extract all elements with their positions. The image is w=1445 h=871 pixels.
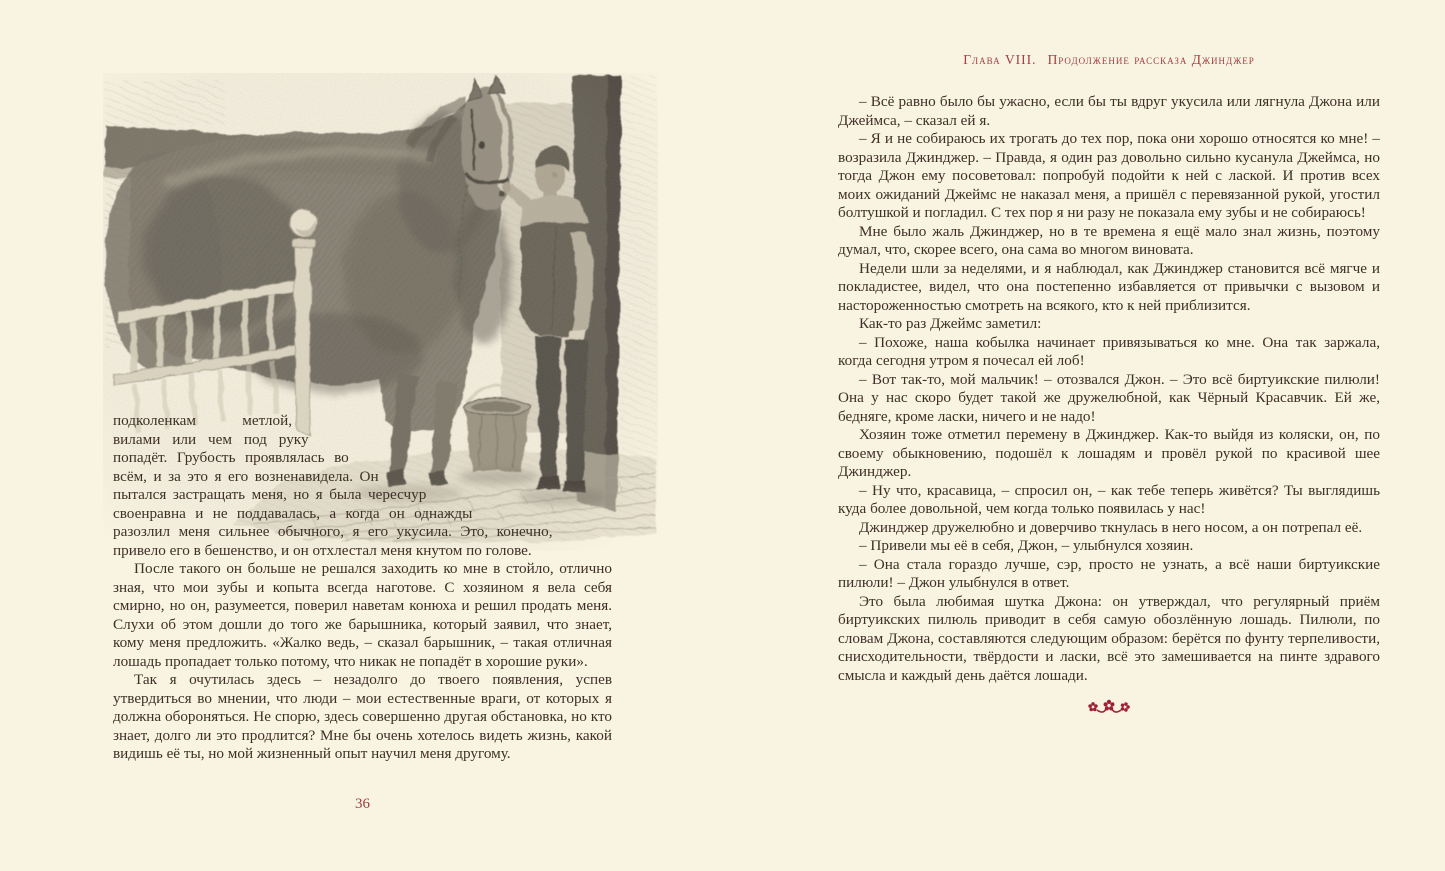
paragraph: – Вот так-то, мой мальчик! – отозвался Джон. – Это всё биртуикские пилюли! Она у нас скоро будет такой же дружелюбной, как Чёрный Красавчик. Ей же, бедняге, кроме ласки, ничего и не надо!: [838, 370, 1380, 425]
left-page-text: [113, 412, 612, 764]
page-right: [722, 0, 1445, 871]
paragraph: Мне было жаль Джинджер, но в те времена я ещё мало знал жизнь, поэтому думал, что, скорее всего, она сама во многом виновата.: [838, 222, 1380, 258]
paragraph: Как-то раз Джеймс заметил:: [859, 315, 1042, 332]
paragraph: – Похоже, наша кобылка начинает привязываться ко мне. Она так заржала, когда сегодня утром я почесал ей лоб!: [838, 333, 1380, 369]
page-number: 36: [355, 796, 370, 812]
three-flowers-vignette-icon: [1084, 698, 1134, 716]
chapter-header: [838, 52, 1380, 68]
right-page-text: [838, 93, 1380, 685]
paragraph: Хозяин тоже отметил перемену в Джинджер. Как-то выйдя из коляски, он, по своему обыкновению, подошёл к лошадям и провёл рукой по красивой шее Джинджер.: [838, 426, 1380, 480]
paragraph: подколенкам метлой, вилами или чем под руку попадёт. Грубость проявлялась во всём, и за это я его возненавидела. Он пытался застращать меня, но я была чересчур своенравна и не поддавалась, а когда он однажды разозлил меня сильнее обычного, я его укусила. Это, конечно, привело его в бешенство, и он отхлестал меня кнутом по голове.: [113, 412, 553, 559]
paragraph: – Привели мы её в себя, Джон, – улыбнулся хозяин.: [859, 537, 1194, 554]
paragraph: Это была любимая шутка Джона: он утверждал, что регулярный приём биртуикских пилюль приводит в себя самую обозлённую лошадь. Пилюли, по словам Джона, составляются следующим образом: берётся по фунту терпеливости, снисходительности, твёрдости и ласки, всё это замешивается на пинте здравого смысла и каждый день даётся лошади.: [838, 592, 1380, 684]
chapter-title: Продолжение рассказа Джинджер: [1047, 52, 1255, 67]
chapter-end-ornament: [838, 698, 1380, 716]
paragraph: – Ну что, красавица, – спросил он, – как тебе теперь живётся? Ты выглядишь куда более довольной, чем когда только появилась у нас!: [838, 481, 1380, 517]
paragraph: После такого он больше не решался заходить ко мне в стойло, отлично зная, что мои зубы и копыта всегда наготове. С хозяином я вела себя смирно, но он, разумеется, поверил наветам конюха и решил продать меня. Слухи об этом дошли до того же барышника, который заявил, что знает, кому меня предложить. «Жалко ведь, – сказал барышник, – такая отличная лошадь пропадает только потому, что никак не попадёт в хорошие руки».: [113, 560, 612, 670]
paragraph: Так я очутилась здесь – незадолго до твоего появления, успев утвердиться во мнении, что люди – мои естественные враги, от которых я должна обороняться. Не спорю, здесь совершенно другая обстановка, но кто знает, долго ли это продлится? Мне бы очень хотелось видеть жизнь, какой видишь её ты, но мой жизненный опыт научил меня другому.: [113, 671, 612, 762]
paragraph: Недели шли за неделями, и я наблюдал, как Джинджер становится всё мягче и покладистее, видел, что она постепенно избавляется от привычки с вызовом и настороженностью смотреть на всякого, кто к ней приблизится.: [838, 259, 1380, 314]
paragraph: – Я и не собираюсь их трогать до тех пор, пока они хорошо относятся ко мне! – возразила Джинджер. – Правда, я один раз довольно сильно кусанула Джеймса, но тогда Джон ему посоветовал: попробуй подойти к ней с лаской. И против всех моих ожиданий Джеймс не наказал меня, а пришёл с перевязанной рукой, угостил болтушкой и погладил. С тех пор я ни разу не показала ему зубы и не собираюсь!: [838, 130, 1380, 221]
paragraph: – Всё равно было бы ужасно, если бы ты вдруг укусила или лягнула Джона или Джеймса, – сказал ей я.: [838, 93, 1380, 129]
chapter-number-label: Глава VIII.: [963, 52, 1037, 67]
paragraph: Джинджер дружелюбно и доверчиво ткнулась в него носом, а он потрепал её.: [859, 518, 1363, 536]
right-page-column: [838, 52, 1380, 716]
paragraph: – Она стала гораздо лучше, сэр, просто не узнать, а всё наши биртуикские пилюли! – Джон улыбнулся в ответ.: [838, 555, 1380, 591]
page-left: [0, 0, 722, 871]
